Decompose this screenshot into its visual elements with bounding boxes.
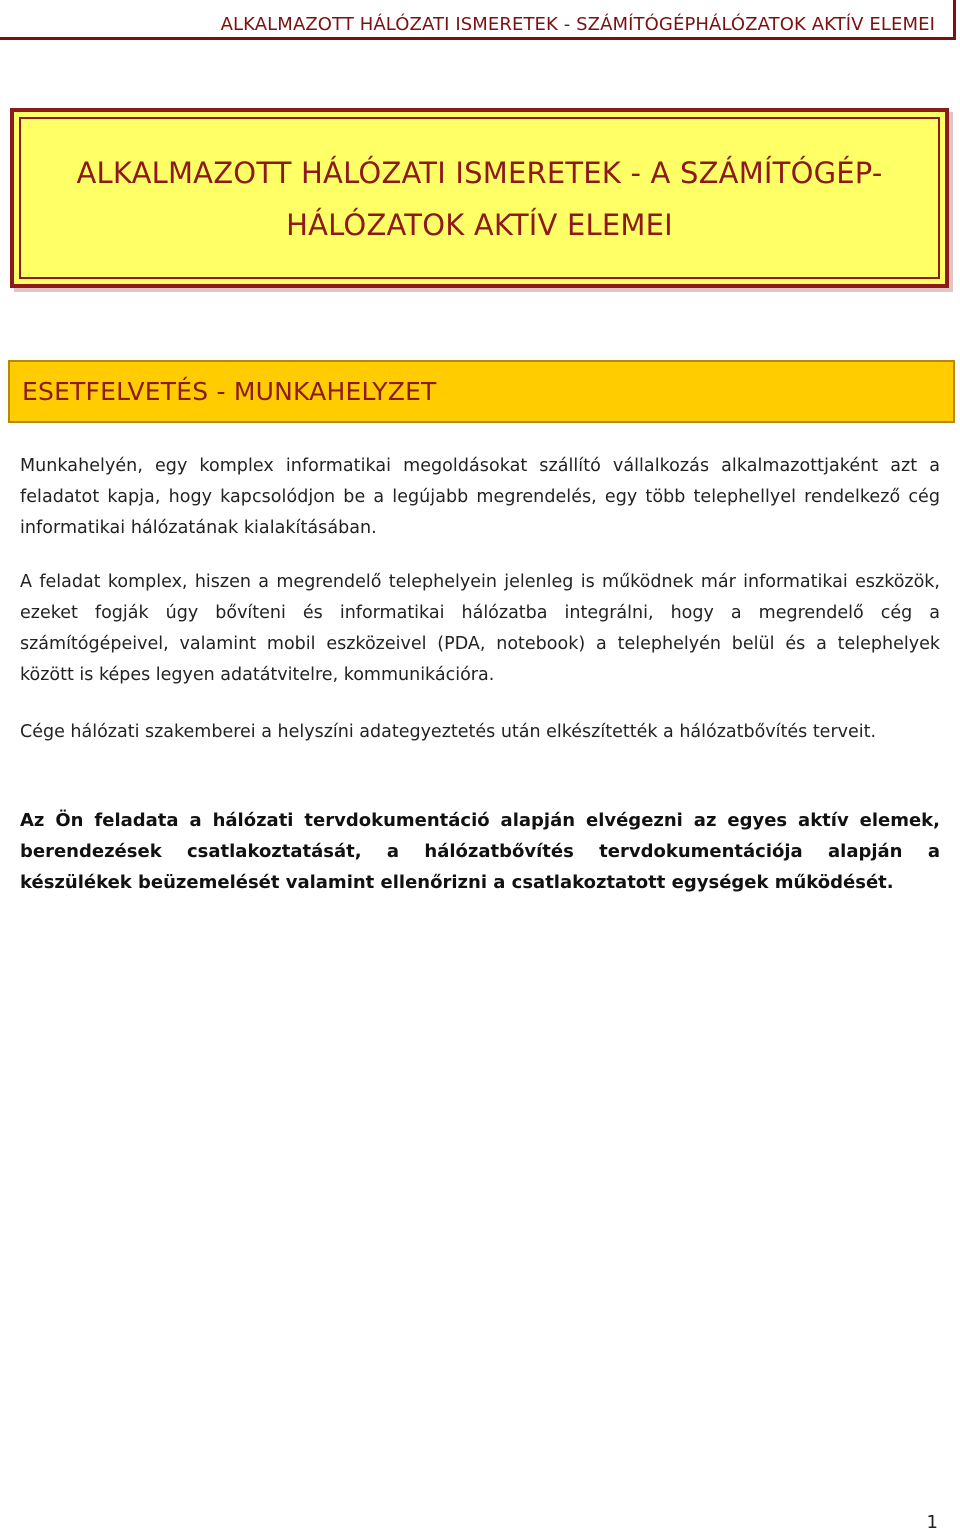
section-heading-box [8,360,955,423]
body-paragraph-1: Munkahelyén, egy komplex informatikai megoldásokat szállító vállalkozás alkalmazottjaként azt a feladatot kapja, hogy kapcsolódjon be a legújabb megrendelés, egy több telephellyel rendelkező cég informatikai hálózatának kialakításában. [20,456,940,538]
body-paragraph-2: A feladat komplex, hiszen a megrendelő telephelyein jelenleg is működnek már informatikai eszközök, ezeket fogják úgy bővíteni és informatikai hálózatba integrálni, hogy a megrendelő cég a számítógépeivel, valamint mobil eszközeivel (PDA, notebook) a telephelyén belül és a telephelyek között is képes legyen adatátvitelre, kommunikációra. [20,572,940,685]
section-heading: ESETFELVETÉS - MUNKAHELYZET [22,377,437,406]
document-title-line-2: HÁLÓZATOK AKTÍV ELEMEI [286,208,673,242]
page-header [0,0,956,40]
task-paragraph-bold: Az Ön feladata a hálózati tervdokumentáció alapján elvégezni az egyes aktív elemek, berendezések csatlakoztatását, a hálózatbővítés tervdokumentációja alapján a készülékek beüzemelését valamint ellenőrizni a csatlakoztatott egységek működését. [20,810,940,893]
running-header-title: ALKALMAZOTT HÁLÓZATI ISMERETEK - SZÁMÍTÓGÉPHÁLÓZATOK AKTÍV ELEMEI [220,14,935,35]
document-title-line-1: ALKALMAZOTT HÁLÓZATI ISMERETEK - A SZÁMÍTÓGÉP- [76,156,883,190]
page-number: 1 [926,1512,938,1533]
document-title-box [10,108,949,288]
document-title [24,147,935,251]
body-paragraph-3: Cége hálózati szakemberei a helyszíni adategyeztetés után elkészítették a hálózatbővítés terveit. [20,722,877,742]
